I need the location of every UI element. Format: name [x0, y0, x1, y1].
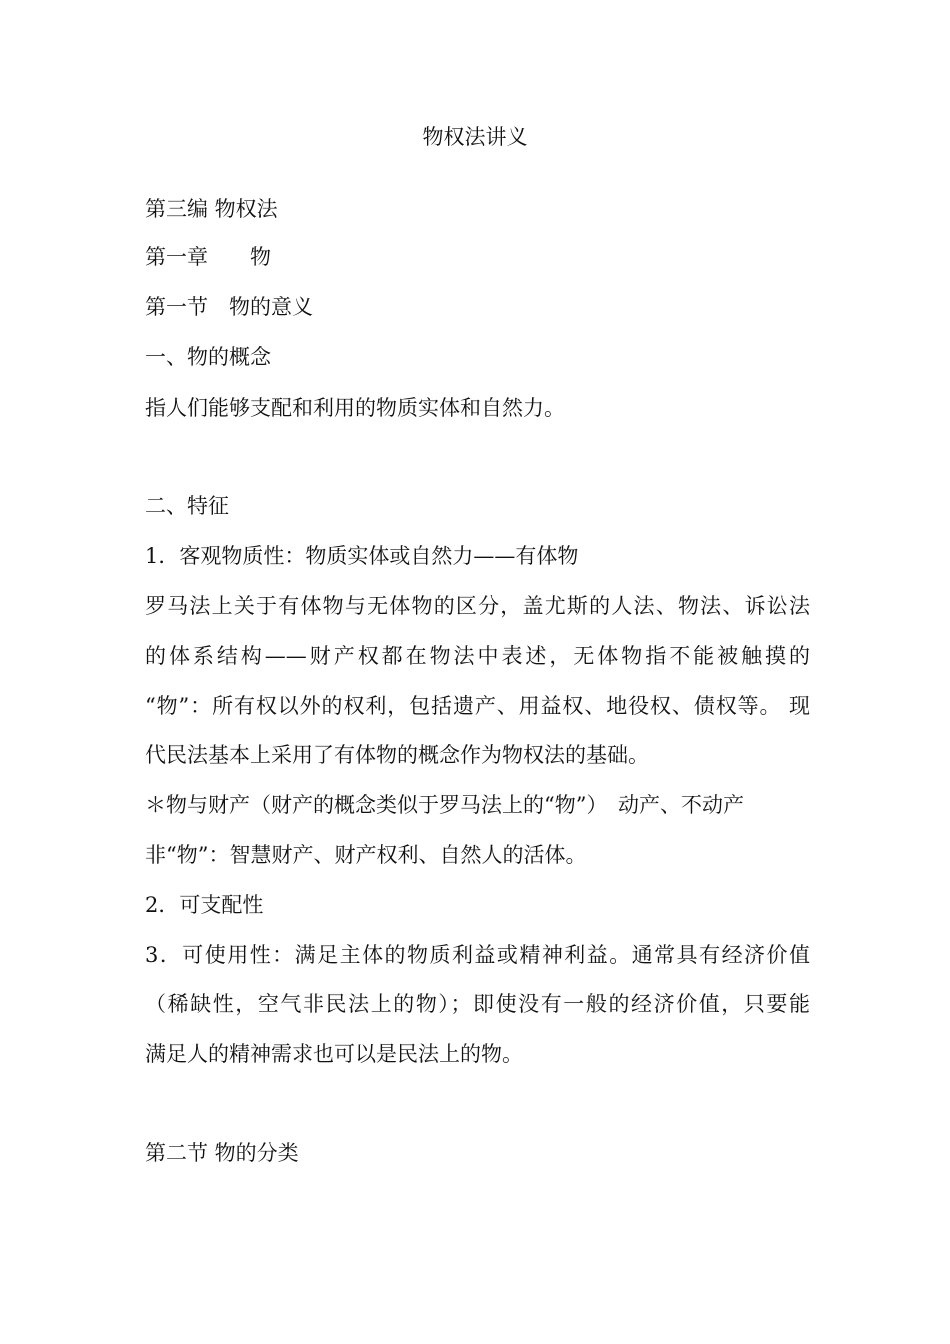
section-heading: 第二节 物的分类 [145, 1141, 299, 1165]
note-line: ＊物与财产（财产的概念类似于罗马法上的“物”） 动产、不动产 [145, 793, 744, 817]
paragraph-line: 代民法基本上采用了有体物的概念作为物权法的基础。 [145, 743, 649, 767]
list-item: 1．客观物质性：物质实体或自然力——有体物 [145, 544, 579, 568]
paragraph-line: “物”：所有权以外的权利，包括遗产、用益权、地役权、债权等。 现 [145, 694, 810, 718]
paragraph-line: 罗马法上关于有体物与无体物的区分，盖尤斯的人法、物法、诉讼法 [145, 594, 810, 618]
subsection-heading: 二、特征 [145, 494, 229, 518]
list-item: 2．可支配性 [145, 893, 264, 917]
paragraph-line: 满足人的精神需求也可以是民法上的物。 [145, 1042, 523, 1066]
section-heading: 第一节 物的意义 [145, 295, 313, 319]
subsection-heading: 一、物的概念 [145, 345, 271, 369]
paragraph-line: 的体系结构——财产权都在物法中表述，无体物指不能被触摸的 [145, 644, 810, 668]
part-heading: 第三编 物权法 [145, 197, 278, 221]
chapter-heading: 第一章 物 [145, 245, 271, 269]
paragraph-line: 非“物”：智慧财产、财产权利、自然人的活体。 [145, 843, 587, 867]
list-item: 3．可使用性：满足主体的物质利益或精神利益。通常具有经济价值 [145, 943, 810, 967]
paragraph-line: （稀缺性，空气非民法上的物）；即使没有一般的经济价值，只要能 [145, 992, 810, 1016]
document-title: 物权法讲义 [422, 125, 528, 149]
paragraph-line: 指人们能够支配和利用的物质实体和自然力。 [145, 396, 565, 420]
